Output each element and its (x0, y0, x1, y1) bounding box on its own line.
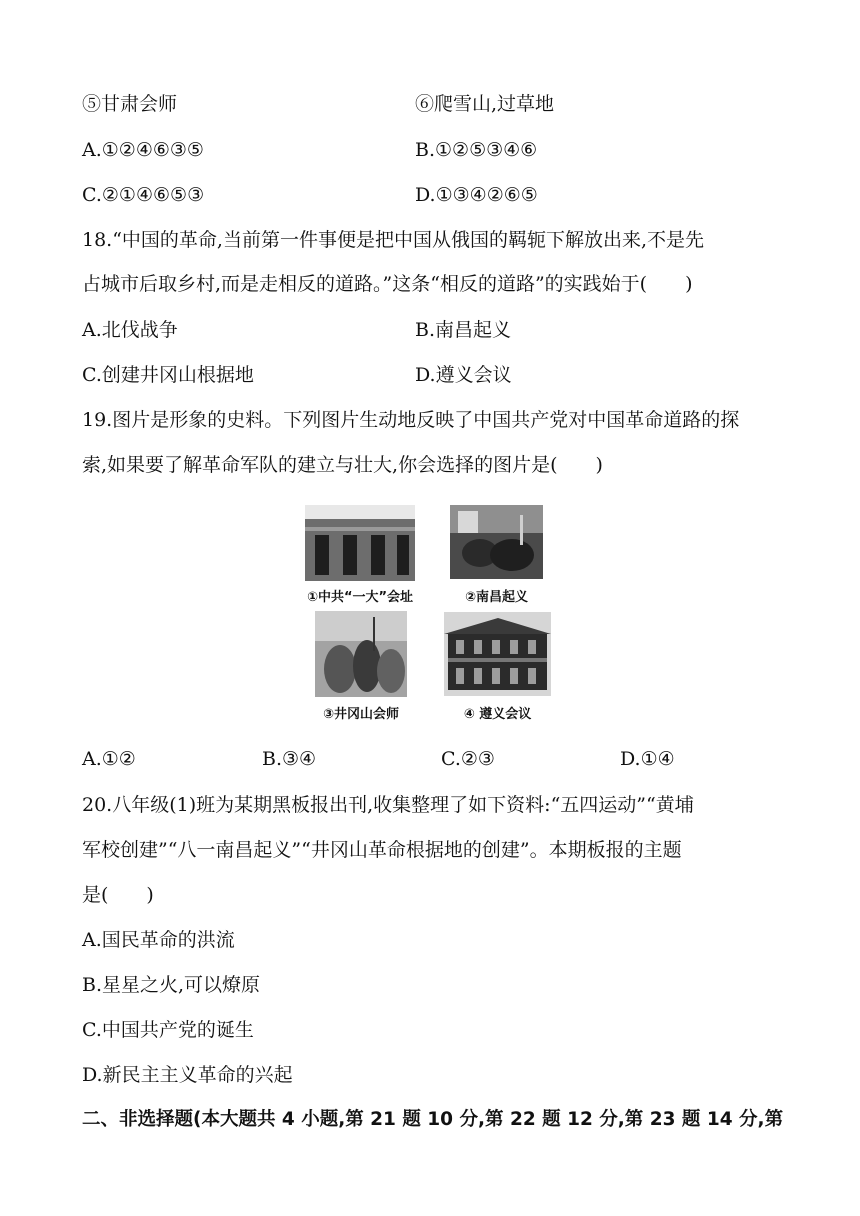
caption-2: ②南昌起义 (464, 590, 528, 605)
prev-item-5: ⑤甘肃会师 (82, 93, 178, 115)
q18-option-c: C.创建井冈山根据地 (82, 364, 254, 386)
q19-text-line1: 19.图片是形象的史料。下列图片生动地反映了中国共产党对中国革命道路的探 (82, 409, 740, 431)
q18-text-line2: 占城市后取乡村,而是走相反的道路。”这条“相反的道路”的实践始于( ) (82, 273, 693, 295)
section-heading: 二、非选择题(本大题共 4 小题,第 21 题 10 分,第 22 题 12 分,第 23 题 14 分,第 (82, 1109, 784, 1130)
q20-option-b: B.星星之火,可以燎原 (82, 974, 261, 996)
prev-item-6: ⑥爬雪山,过草地 (415, 93, 555, 115)
q19-option-b: B.③④ (262, 748, 317, 770)
q19-text-line2: 索,如果要了解革命军队的建立与壮大,你会选择的图片是( ) (82, 454, 603, 476)
photo-jinggangshan-meeting (315, 611, 407, 697)
q20-option-a: A.国民革命的洪流 (82, 929, 235, 951)
caption-1: ①中共“一大”会址 (306, 590, 414, 605)
q20-option-d: D.新民主主义革命的兴起 (82, 1064, 293, 1086)
q18-option-d: D.遵义会议 (415, 364, 512, 386)
photo-zunyi-conference (444, 612, 551, 696)
q18-option-b: B.南昌起义 (415, 319, 512, 341)
photo-first-congress-site (305, 505, 415, 581)
caption-4: ④ 遵义会议 (463, 707, 532, 722)
q19-option-c: C.②③ (441, 748, 495, 770)
prev-option-c: C.②①④⑥⑤③ (82, 184, 205, 206)
q20-text-line1: 20.八年级(1)班为某期黑板报出刊,收集整理了如下资料:“五四运动”“黄埔 (82, 794, 694, 816)
q19-option-a: A.①② (82, 748, 136, 770)
prev-option-b: B.①②⑤③④⑥ (415, 139, 538, 161)
prev-option-a: A.①②④⑥③⑤ (82, 139, 204, 161)
q20-text-line3: 是( ) (82, 884, 154, 906)
photo-nanchang-uprising (450, 505, 543, 579)
q20-option-c: C.中国共产党的诞生 (82, 1019, 254, 1041)
prev-option-d: D.①③④②⑥⑤ (415, 184, 538, 206)
q18-text-line1: 18.“中国的革命,当前第一件事便是把中国从俄国的羁轭下解放出来,不是先 (82, 229, 705, 251)
q18-option-a: A.北伐战争 (82, 319, 178, 341)
caption-3: ③井冈山会师 (322, 707, 399, 722)
q19-option-d: D.①④ (620, 748, 675, 770)
q20-text-line2: 军校创建”“八一南昌起义”“井冈山革命根据地的创建”。本期板报的主题 (82, 839, 682, 861)
